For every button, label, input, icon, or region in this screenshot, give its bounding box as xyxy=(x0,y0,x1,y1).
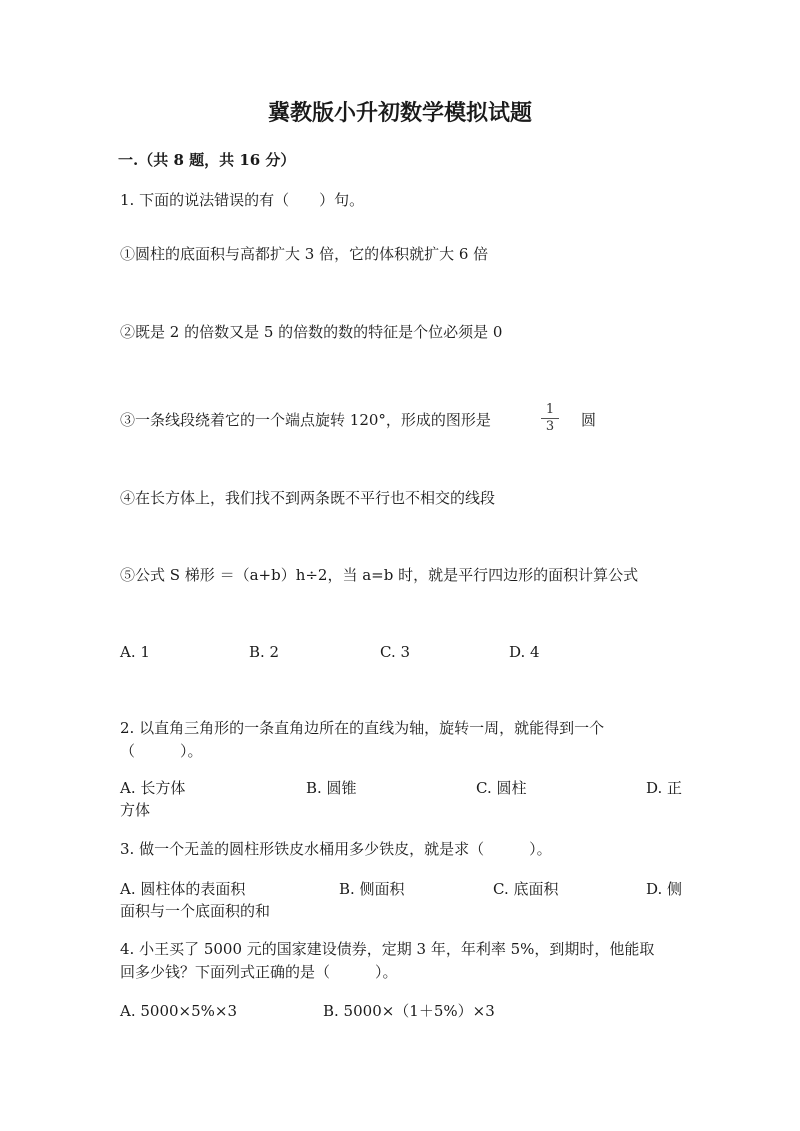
q3-option-a: A. 圆柱体的表面积 xyxy=(120,880,246,898)
q3-option-d-wrap: 面积与一个底面积的和 xyxy=(120,902,271,920)
q4-stem-line2: 回多少钱？下面列式正确的是（ ）。 xyxy=(120,963,398,981)
q1-statement-3: ③一条线段绕着它的一个端点旋转 120°，形成的图形是 xyxy=(120,411,491,429)
q1-statement-2: ②既是 2 的倍数又是 5 的倍数的数的特征是个位必须是 0 xyxy=(120,323,503,341)
q1-option-b: B. 2 xyxy=(249,643,280,661)
q3-option-c: C. 底面积 xyxy=(493,880,559,898)
q2-stem-line2: （ ）。 xyxy=(120,742,203,760)
q1-statement-4: ④在长方体上，我们找不到两条既不平行也不相交的线段 xyxy=(120,489,496,507)
fraction-numerator: 1 xyxy=(541,403,559,419)
q3-stem: 3. 做一个无盖的圆柱形铁皮水桶用多少铁皮，就是求（ ）。 xyxy=(120,840,552,858)
q1-statement-1: ①圆柱的底面积与高都扩大 3 倍，它的体积就扩大 6 倍 xyxy=(120,245,489,263)
q4-stem-line1: 4. 小王买了 5000 元的国家建设债券，定期 3 年，年利率 5%，到期时，他能取 xyxy=(120,940,655,958)
q1-stem: 1. 下面的说法错误的有（ ）句。 xyxy=(120,191,365,209)
q2-stem-line1: 2. 以直角三角形的一条直角边所在的直线为轴，旋转一周，就能得到一个 xyxy=(120,719,605,737)
q2-option-c: C. 圆柱 xyxy=(476,779,527,797)
q1-statement-3-suffix: 圆 xyxy=(581,411,597,429)
q2-option-b: B. 圆锥 xyxy=(306,779,357,797)
q3-option-b: B. 侧面积 xyxy=(339,880,405,898)
q1-option-a: A. 1 xyxy=(120,643,150,661)
q2-option-a: A. 长方体 xyxy=(120,779,186,797)
section-heading: 一.（共 8 题，共 16 分） xyxy=(118,151,296,169)
q3-option-d: D. 侧 xyxy=(646,880,683,898)
q1-statement-5: ⑤公式 S 梯形 ＝（a+b）h÷2，当 a=b 时，就是平行四边形的面积计算公式 xyxy=(120,566,639,584)
q1-option-c: C. 3 xyxy=(380,643,411,661)
q4-option-a: A. 5000×5%×3 xyxy=(120,1002,238,1020)
page-title: 冀教版小升初数学模拟试题 xyxy=(267,100,532,126)
q1-option-d: D. 4 xyxy=(509,643,540,661)
fraction-denominator: 3 xyxy=(545,419,555,434)
q2-option-d: D. 正 xyxy=(646,779,683,797)
q4-option-b: B. 5000×（1＋5%）×3 xyxy=(323,1002,495,1020)
q2-option-d-wrap: 方体 xyxy=(120,801,151,819)
fraction-one-third xyxy=(541,403,559,434)
